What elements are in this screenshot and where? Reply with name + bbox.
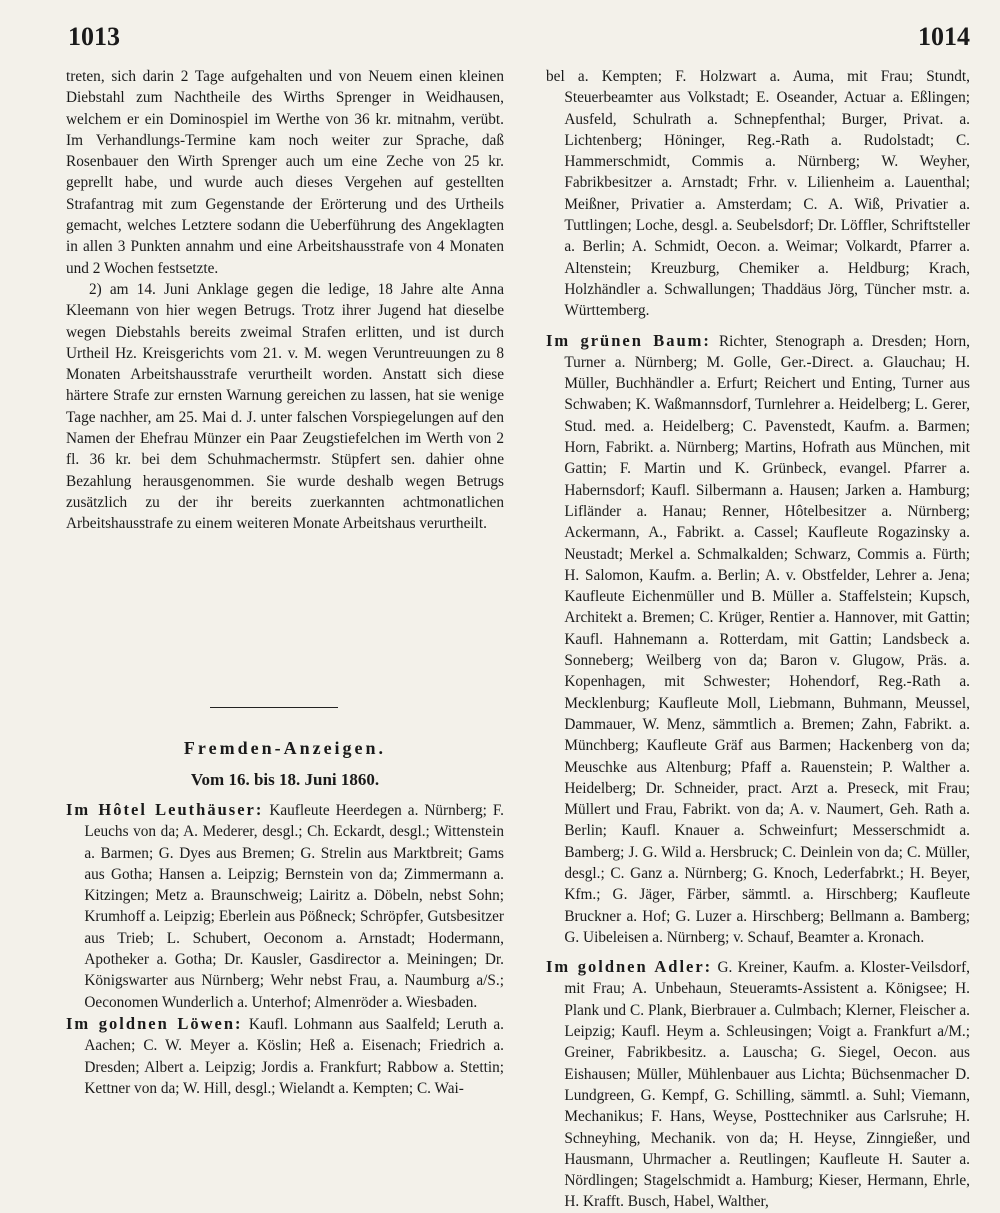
right-column xyxy=(546,66,970,1213)
hotel-guests: Richter, Stenograph a. Dresden; Horn, Turner a. Nürnberg; M. Golle, Ger.-Direct. a. Glauchau; H. Müller, Buchhändler a. Erfurt; Reichert und Enting, Turner aus Schwaben; K. Waßmannsdorf, Turnlehrer a. Heidelberg; L. Gerer, Stud. med. a. Heidelberg; C. Pavenstedt, Kaufm. a. Barmen; Horn, Fabrikt. a. Nürnberg; Martins, Hofrath aus München, mit Gattin; F. Martin und K. Grünbeck, evangel. Pfarrer a. Habernsdorf; Kaufl. Silbermann a. Hausen; Jarken a. Hamburg; Lifländer a. Hanau; Renner, Hôtelbesitzer a. Nürnberg; Ackermann, A., Fabrikt. a. Cassel; Kaufleute Rogazinsky a. Neustadt; Merkel a. Schmalkalden; Schwarz, Commis a. Fürth; H. Salomon, Kaufm. a. Berlin; A. v. Obstfelder, Lehrer a. Jena; Kaufleute Eichenmüller und B. Müller a. Staffelstein; Kupsch, Architekt a. Bremen; C. Krüger, Rentier a. Hannover, mit Gattin; Kaufl. Hahnemann a. Rotterdam, mit Gattin; Landsbeck a. Sonneberg; Weilberg von da; Baron v. Glugow, Präs. a. Kopenhagen, mit Schwester; Hohendorf, Reg.-Rath a. Mecklenburg; Kaufleute Moll, Liebmann, Buhmann, Meussel, Dammauer, W. Menz, sämmtlich a. Bremen; Zahn, Fabrikt. a. Münchberg; Kaufleute Gräf aus Barmen; Hackenberg von da; Meuschke aus Altenburg; Pfaff a. Rauenstein; P. Walther a. Heidelberg; Dr. Schneider, pract. Arzt a. Preseck, mit Frau; Müllert und Frau, Fabrikt. von da; A. v. Naumert, Geh. Rath a. Berlin; Kaufl. Knauer a. Schweinfurt; Messerschmidt a. Bamberg; J. G. Wild a. Hersbruck; C. Deinlein von da; C. Müller, desgl.; C. Ganz a. Nürnberg; G. Knoch, Lederfabrkt.; H. Beyer, Kfm.; G. Jäger, Färber, sämmtl. a. Hirschberg; Kaufleute Bruckner a. Hof; G. Luzer a. Hirschberg; Bellmann a. Bamberg; G. Uibeleisen a. Nürnberg; v. Schauf, Beamter a. Kronach. xyxy=(564,332,971,946)
hotel-entry-gruener-baum xyxy=(546,330,970,949)
page-number-right: 1014 xyxy=(918,22,970,51)
section-divider xyxy=(210,707,338,708)
hotel-entry-continued: bel a. Kempten; F. Holzwart a. Auma, mit Frau; Stundt, Steuerbeamter aus Volkstadt; E. Oseander, Actuar a. Eßlingen; Ausfeld, Schulrath a. Schnepfenthal; Burger, Privat. a. Lichtenberg; Höninger, Reg.-Rath a. Rudolstadt; C. Hammerschmidt, Commis a. Nürnberg; W. Weyher, Fabrikbesitzer a. Arnstadt; Frhr. v. Lilienheim a. Lauenthal; Meißner, Privatier a. Amsterdam; C. A. Wiß, Privatier a. Tuttlingen; Loche, desgl. a. Seubelsdorf; Dr. Löffler, Schriftsteller a. Berlin; A. Schmidt, Oecon. a. Weimar; Volkardt, Pfarrer a. Altenstein; Kreuzburg, Chemiker a. Heldburg; Krach, Holzhändler a. Schwallungen; Thaddäus Jörg, Tüncher mstr. a. Württemberg. xyxy=(546,68,970,320)
hotel-guests: G. Kreiner, Kaufm. a. Kloster-Veilsdorf, mit Frau; A. Unbehaun, Steueramts-Assistent a. Königsee; H. Plank und C. Plank, Bierbrauer a. Culmbach; Klerner, Fleischer a. Leipzig; Kaufl. Heym a. Schleusingen; Voigt a. Frankfurt a/M.; Greiner, Fabrikbesitz. a. Lauscha; G. Siegel, Oecon. aus Eishausen; Müller, Mühlenbauer aus Lichta; Büchsenmacher D. Lundgreen, G. Kempf, G. Schilling, sämmtl. a. Suhl; Viemann, Mechanikus; F. Hans, Weyse, Posttechniker aus Carlsruhe; H. Schneyhing, Mechanik. von da; H. Heyse, Zinngießer, und Hausmann, Uhrmacher a. Reutlingen; Kaufleute H. Sauter a. Nördlingen; Stagelschmidt a. Hamburg; Kieser, Hermann, Ehrle, H. Krafft. Busch, Habel, Walther, xyxy=(564,959,970,1211)
left-column-upper xyxy=(66,66,504,535)
fremden-heading: Fremden-Anzeigen. xyxy=(183,738,387,758)
hotel-name: Im Hôtel Leuthäuser: xyxy=(66,800,264,819)
hotel-entry-goldner-loewe xyxy=(66,1013,504,1099)
hotel-guests: Kaufl. Lohmann aus Saalfeld; Leruth a. Aachen; C. W. Meyer a. Köslin; Heß a. Eisenach; Friedrich a. Dresden; Albert a. Leipzig; Jordis a. Frankfurt; Rabbow a. Stettin; Kettner von da; W. Hill, desgl.; Wielandt a. Kempten; C. Wai- xyxy=(84,1015,504,1097)
hotel-entry-leuthaeuser xyxy=(66,799,504,1013)
hotel-name: Im goldnen Adler: xyxy=(546,957,713,977)
hotel-name: Im grünen Baum: xyxy=(546,330,711,350)
hotel-name: Im goldnen Löwen: xyxy=(66,1013,243,1033)
hotel-entry-goldner-adler xyxy=(546,956,970,1213)
left-column-lower xyxy=(66,799,504,1099)
hotel-guests: Kaufleute Heerdegen a. Nürnberg; F. Leuchs von da; A. Mederer, desgl.; Ch. Eckardt, desgl.; Wittenstein a. Barmen; G. Dyes aus Bremen; G. Strelin aus Marktbreit; Gams aus Gotha; Hansen a. Leipzig; Bernstein von da; Zimmermann a. Kitzingen; Metz a. Braunschweig; Lairitz a. Döbeln, nebst Sohn; Krumhoff a. Leipzig; Eberlein aus Pößneck; Schröpfer, Gutsbesitzer aus Trieb; L. Schubert, Oeconom a. Arnstadt; Hodermann, Apotheker a. Gotha; Dr. Kausler, Gasdirector a. Meiningen; Dr. Königswarter aus Nürnberg; Wehr nebst Frau, a. Naumburg a/S.; Oeconomen Wunderlich a. Unterhof; Almenröder a. Wiesbaden. xyxy=(84,802,504,1011)
page-number-left: 1013 xyxy=(68,22,120,51)
court-report-paragraph-1: treten, sich darin 2 Tage aufgehalten und von Neuem einen kleinen Diebstahl zum Nachtheile des Wirths Sprenger in Weidhausen, welchem er ein Dominospiel im Werthe von 36 kr. mitnahm, verübt. Im Verhandlungs-Termine kam noch weiter zur Sprache, daß Rosenbauer den Wirth Sprenger auch um eine Zeche von 25 kr. geprellt habe, und wurde auch dieses Vergehen auf gestellten Strafantrag mit zum Gegenstande der Erörterung und des Urtheils gemacht, welches Letztere sodann die Ueberführung des Angeklagten in allen 3 Punkten annahm und eine Arbeitshausstrafe von 4 Monaten und 2 Wochen festsetzte. xyxy=(66,68,504,277)
fremden-date: Vom 16. bis 18. Juni 1860. xyxy=(190,770,380,789)
court-report-paragraph-2: 2) am 14. Juni Anklage gegen die ledige, 18 Jahre alte Anna Kleemann von hier wegen Betrugs. Trotz ihrer Jugend hat dieselbe wegen Diebstahls bereits zweimal Strafen erlitten, und ist durch Urtheil Hz. Kreisgerichts vom 21. v. M. wegen Veruntreuungen zu 8 Monaten Arbeitshausstrafe verurtheilt worden. Anstatt sich diese härtere Strafe zur ernsten Warnung gereichen zu lassen, hat sie wenige Tage nachher, am 25. Mai d. J. unter falschen Vorspiegelungen auf den Namen der Ehefrau Münzer ein Paar Zeugstiefelchen im Werth von 2 fl. 36 kr. bei dem Schuhmachermstr. Stüpfert sen. dahier ohne Bezahlung herausgenommen. Sie wurde deshalb wegen Betrugs zusätzlich zu der ihr bereits zuerkannten achtmonatlichen Arbeitshausstrafe zu einem weiteren Monate Arbeitshaus verurtheilt. xyxy=(66,280,504,533)
